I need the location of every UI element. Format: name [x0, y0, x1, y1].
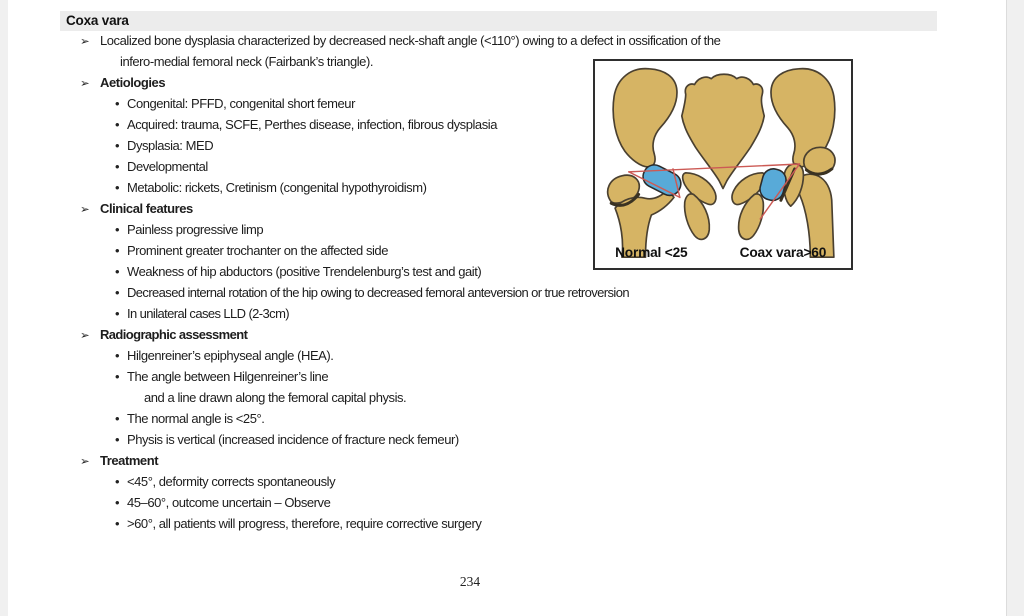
dot-bullet-icon: •: [115, 348, 120, 363]
dot-bullet-icon: •: [115, 474, 120, 489]
figure-label-coxa-vara: Coax vara>60: [739, 245, 827, 261]
dot-bullet-icon: •: [115, 411, 120, 426]
bullet-item: [8, 31, 1006, 52]
heading-text: Treatment: [100, 453, 159, 468]
dot-bullet-icon: •: [115, 516, 120, 531]
dot-bullet-icon: •: [115, 243, 120, 258]
bullet-text: Decreased internal rotation of the hip owing to decreased femoral anteversion or true retroversion: [127, 285, 629, 300]
arrow-bullet-icon: ➢: [80, 330, 90, 342]
bullet-text: Dysplasia: MED: [127, 138, 214, 153]
bullet-text: Weakness of hip abductors (positive Trendelenburg’s test and gait): [127, 264, 482, 279]
bullet-item: [8, 94, 1006, 115]
bullet-item: [8, 346, 1006, 367]
section-heading: [8, 325, 1006, 346]
bullet-item: [8, 514, 1006, 535]
bullet-text: In unilateral cases LLD (2-3cm): [127, 306, 290, 321]
dot-bullet-icon: •: [115, 180, 120, 195]
page-title: Coxa vara: [66, 13, 129, 28]
bullet-item: [8, 262, 1006, 283]
bullet-item: [8, 136, 1006, 157]
bullet-text: 45–60°, outcome uncertain – Observe: [127, 495, 331, 510]
section-heading: [8, 73, 1006, 94]
bullet-text: Localized bone dysplasia characterized by decreased neck-shaft angle (<110°) owing to a defect in ossification of the: [100, 33, 721, 48]
bullet-item: [8, 367, 1006, 388]
dot-bullet-icon: •: [115, 285, 120, 300]
arrow-bullet-icon: ➢: [80, 204, 90, 216]
bullet-text: >60°, all patients will progress, therefore, require corrective surgery: [127, 516, 482, 531]
body-text: [8, 31, 1006, 535]
bullet-item: [8, 220, 1006, 241]
dot-bullet-icon: •: [115, 96, 120, 111]
bullet-text: Hilgenreiner’s epiphyseal angle (HEA).: [127, 348, 334, 363]
bullet-item: [8, 178, 1006, 199]
bullet-text: Metabolic: rickets, Cretinism (congenital hypothyroidism): [127, 180, 427, 195]
bullet-item: [8, 409, 1006, 430]
section-heading: [8, 199, 1006, 220]
section-title-bar: [60, 11, 937, 31]
bullet-text: infero-medial femoral neck (Fairbank’s triangle).: [120, 54, 373, 69]
dot-bullet-icon: •: [115, 369, 120, 384]
bullet-item: [8, 304, 1006, 325]
dot-bullet-icon: •: [115, 432, 120, 447]
bullet-text: The angle between Hilgenreiner’s line: [127, 369, 329, 384]
left-ilium: [613, 69, 677, 167]
pelvis-diagram-figure: [593, 59, 853, 270]
bullet-text: <45°, deformity corrects spontaneously: [127, 474, 336, 489]
bullet-item: [8, 430, 1006, 451]
bullet-item: [8, 157, 1006, 178]
bullet-text: and a line drawn along the femoral capital physis.: [144, 390, 407, 405]
heading-text: Radiographic assessment: [100, 327, 248, 342]
bullet-item-continuation: [8, 52, 1006, 73]
dot-bullet-icon: •: [115, 222, 120, 237]
pelvis-diagram: [595, 61, 851, 268]
dot-bullet-icon: •: [115, 117, 120, 132]
heading-text: Aetiologies: [100, 75, 166, 90]
arrow-bullet-icon: ➢: [80, 36, 90, 48]
dot-bullet-icon: •: [115, 159, 120, 174]
bullet-item: [8, 115, 1006, 136]
bullet-item: [8, 283, 1006, 304]
page-number: 234: [459, 574, 481, 589]
heading-text: Clinical features: [100, 201, 193, 216]
bullet-text: Acquired: trauma, SCFE, Perthes disease, infection, fibrous dysplasia: [127, 117, 497, 132]
bullet-text: Painless progressive limp: [127, 222, 264, 237]
bullet-text: Prominent greater trochanter on the affected side: [127, 243, 388, 258]
arrow-bullet-icon: ➢: [80, 78, 90, 90]
bullet-text: Developmental: [127, 159, 208, 174]
bullet-item: [8, 493, 1006, 514]
bullet-text: The normal angle is <25°.: [127, 411, 265, 426]
arrow-bullet-icon: ➢: [80, 456, 90, 468]
bullet-text: Congenital: PFFD, congenital short femeur: [127, 96, 355, 111]
document-page: [8, 0, 1007, 616]
bullet-item-continuation: [8, 388, 1006, 409]
dot-bullet-icon: •: [115, 138, 120, 153]
sacrum: [682, 74, 764, 188]
bullet-text: Physis is vertical (increased incidence of fracture neck femeur): [127, 432, 459, 447]
dot-bullet-icon: •: [115, 495, 120, 510]
dot-bullet-icon: •: [115, 264, 120, 279]
dot-bullet-icon: •: [115, 306, 120, 321]
section-heading: [8, 451, 1006, 472]
figure-label-normal: Normal <25: [615, 245, 688, 261]
bullet-item: [8, 472, 1006, 493]
bullet-item: [8, 241, 1006, 262]
